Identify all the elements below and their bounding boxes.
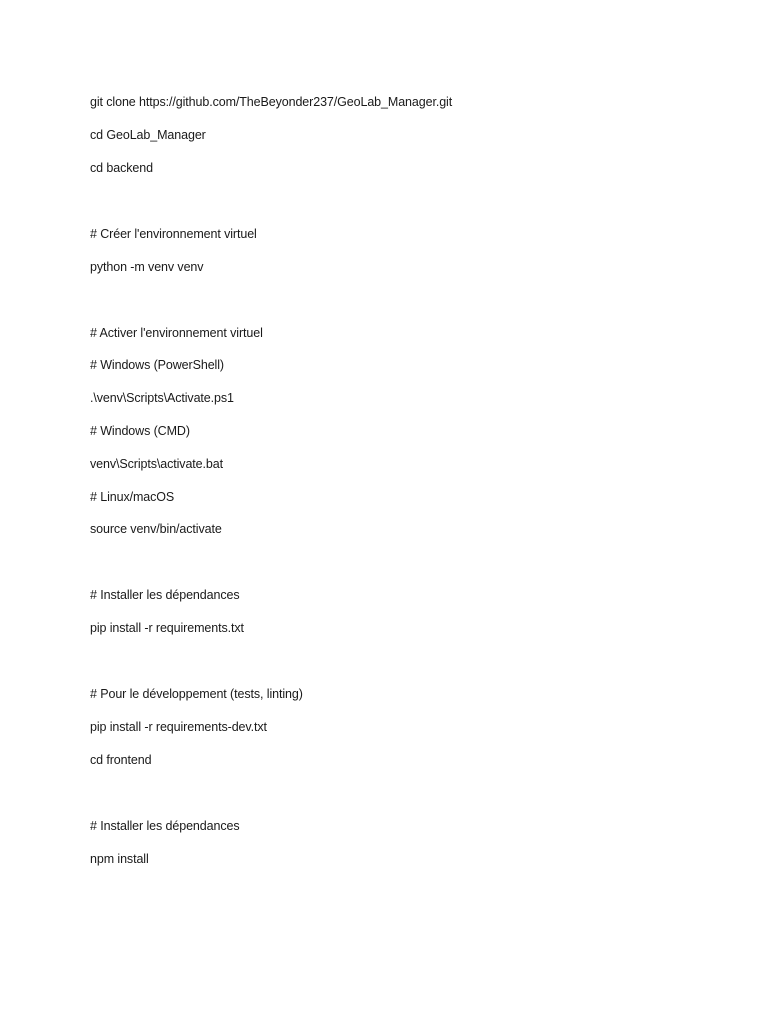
line-cd-frontend: cd frontend <box>90 753 152 767</box>
line-cd-backend: cd backend <box>90 161 153 175</box>
line-activate-ps1: .\venv\Scripts\Activate.ps1 <box>90 391 234 405</box>
line-npm-install: npm install <box>90 852 149 866</box>
line-git-clone: git clone https://github.com/TheBeyonder237/GeoLab_Manager.git <box>90 95 453 109</box>
line-source-activate: source venv/bin/activate <box>90 522 222 536</box>
comment-dev: # Pour le développement (tests, linting) <box>90 687 303 701</box>
comment-activate-venv: # Activer l'environnement virtuel <box>90 326 263 340</box>
comment-windows-ps: # Windows (PowerShell) <box>90 358 224 372</box>
line-cd-geolab: cd GeoLab_Manager <box>90 128 206 142</box>
comment-install-deps: # Installer les dépendances <box>90 588 240 602</box>
line-python-venv: python -m venv venv <box>90 260 204 274</box>
comment-create-venv: # Créer l'environnement virtuel <box>90 227 257 241</box>
line-pip-install-dev: pip install -r requirements-dev.txt <box>90 720 267 734</box>
line-pip-install: pip install -r requirements.txt <box>90 621 244 635</box>
comment-linux-macos: # Linux/macOS <box>90 490 175 504</box>
line-activate-bat: venv\Scripts\activate.bat <box>90 457 223 471</box>
comment-install-deps-frontend: # Installer les dépendances <box>90 819 240 833</box>
comment-windows-cmd: # Windows (CMD) <box>90 424 190 438</box>
